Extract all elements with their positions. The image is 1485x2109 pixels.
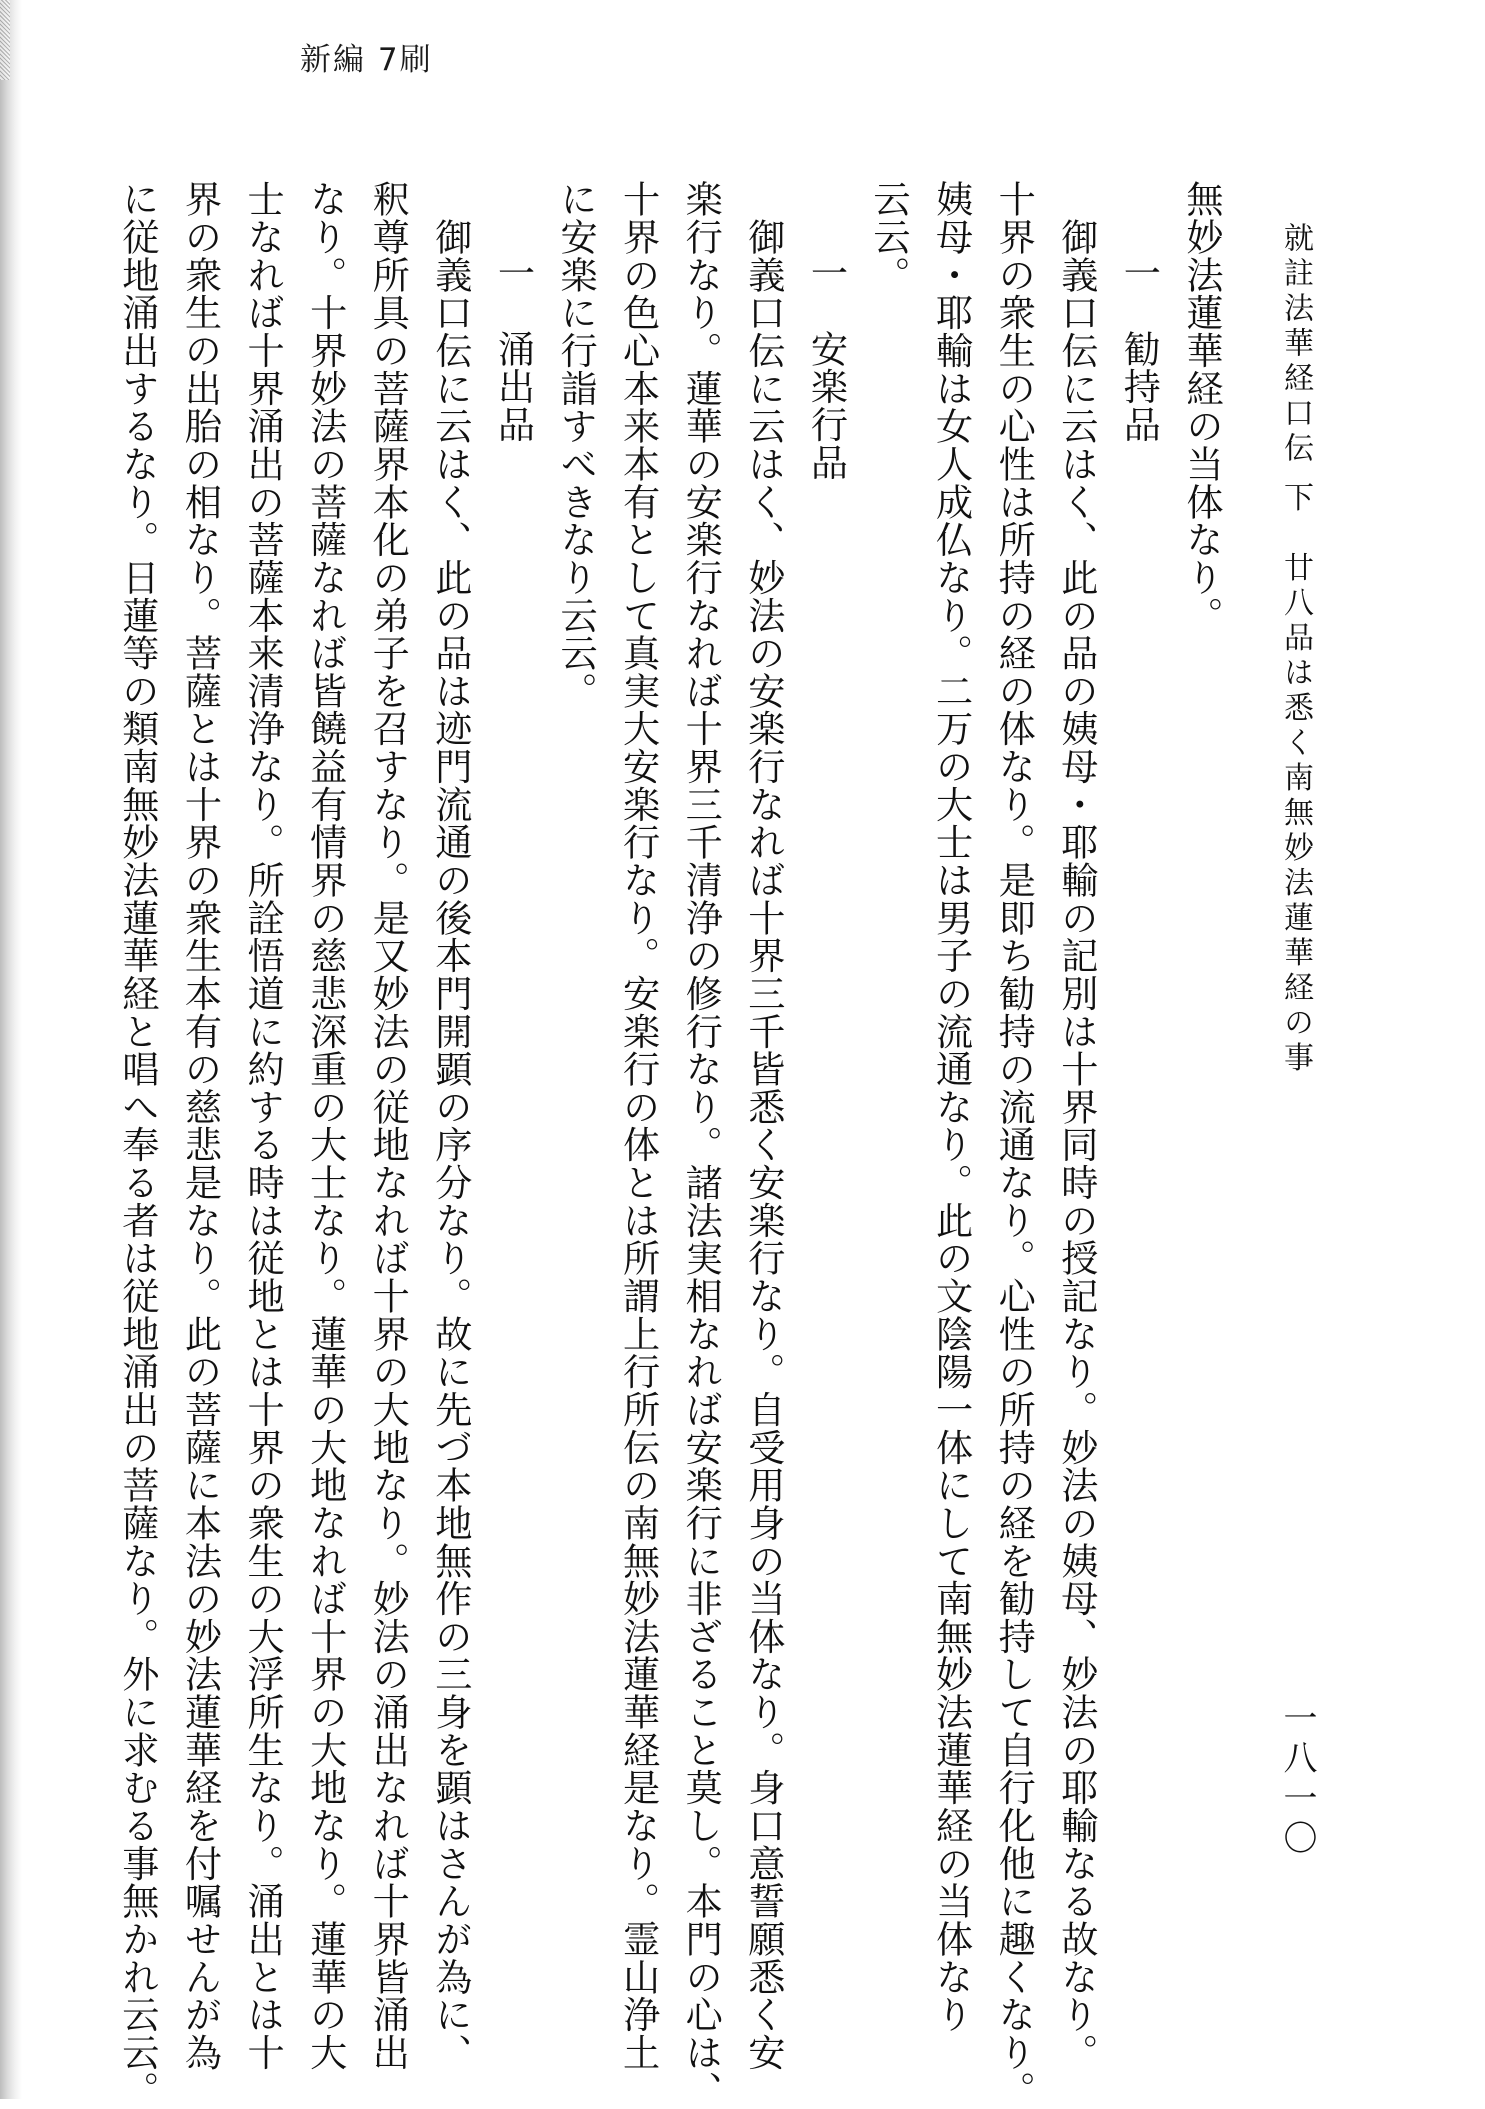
text-line: に従地涌出するなり。日蓮等の類南無妙法蓮華経と唱へ奉る者は従地涌出の菩薩なり。外に求むる事無かれ云云。 [115, 180, 160, 2109]
scan-edge-shadow [0, 0, 22, 2099]
section-heading-anrakugyo: 一 安楽行品 [804, 254, 849, 482]
text-line: 姨母・耶輸は女人成仏なり。二万の大士は男子の流通なり。此の文陰陽一体にして南無妙法蓮華経の当体なり [929, 180, 974, 2034]
text-line: 釈尊所具の菩薩界本化の弟子を召すなり。是又妙法の従地なれば十界の大地なり。妙法の涌出なれば十界皆涌出 [366, 180, 411, 2071]
scan-edge-noise [0, 0, 10, 80]
section-heading-yujutsu: 一 涌出品 [491, 254, 536, 444]
text-line: 御義口伝に云はく、妙法の安楽行なれば十界三千皆悉く安楽行なり。自受用身の当体なり。身口意誓願悉く安 [741, 180, 786, 2071]
text-line: 楽行なり。蓮華の安楽行なれば十界三千清浄の修行なり。諸法実相なれば安楽行に非ざること莫し。本門の心は、 [679, 180, 724, 2109]
text-line: 御義口伝に云はく、此の品は迹門流通の後本門開顕の序分なり。故に先づ本地無作の三身を顕はさんが為に、 [428, 180, 473, 2071]
text-line: 云云。 [867, 180, 912, 294]
page-number: 一八一〇 [1277, 1700, 1317, 1860]
text-line: 士なれば十界涌出の菩薩本来清浄なり。所詮悟道に約する時は従地とは十界の衆生の大浮所生なり。涌出とは十 [241, 180, 286, 2071]
text-line: なり。十界妙法の菩薩なれば皆饒益有情界の慈悲深重の大士なり。蓮華の大地なれば十界の大地なり。蓮華の大 [303, 180, 348, 2071]
text-line: 界の衆生の出胎の相なり。菩薩とは十界の衆生本有の慈悲是なり。此の菩薩に本法の妙法蓮華経を付嘱せんが為 [178, 180, 223, 2071]
running-head: 就註法華経口伝 下 廿八品は悉く南無妙法蓮華経の事 [1278, 222, 1313, 1077]
text-line: に安楽に行詣すべきなり云云。 [554, 180, 599, 710]
edition-label: 新編 7刷 [300, 42, 433, 78]
text-line: 十界の色心本来本有として真実大安楽行なり。安楽行の体とは所謂上行所伝の南無妙法蓮華経是なり。霊山浄土 [616, 180, 661, 2071]
text-line: 無妙法蓮華経の当体なり。 [1180, 180, 1224, 634]
text-line: 御義口伝に云はく、此の品の姨母・耶輸の記別は十界同時の授記なり。妙法の姨母、妙法の耶輸なる故なり。 [1054, 180, 1099, 2071]
body-text [106, 180, 1233, 2109]
section-heading-kanji: 一 勧持品 [1117, 254, 1162, 444]
text-line: 十界の衆生の心性は所持の経の体なり。是即ち勧持の流通なり。心性の所持の経を勧持して自行化他に趣くなり。 [992, 180, 1037, 2109]
